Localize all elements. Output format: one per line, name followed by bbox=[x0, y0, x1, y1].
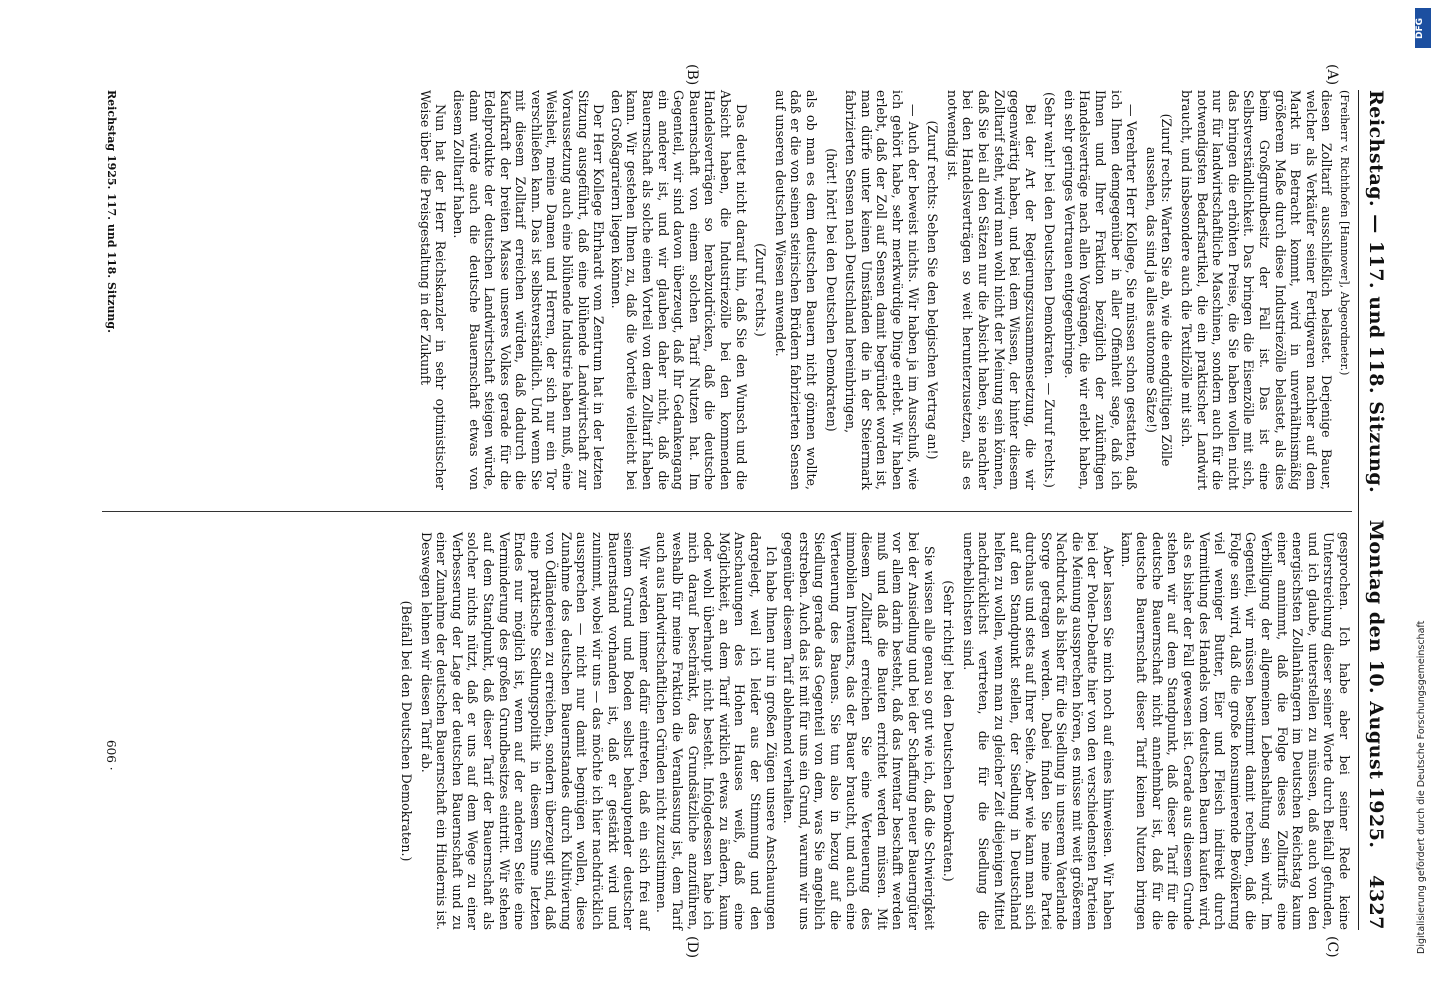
body-paragraph: Das deutet nicht darauf hin, daß Sie den Wunsch und die Absicht haben, die Industriezölle bei den kommenden Handelsverträgen so herabzudrücken, daß die deutsche Bauernschaft von einem solchen Tarif Nutzen hat. Im Gegenteil, wir sind davon überzeugt, daß Ihr Gedankengang ein anderer ist, und wir glauben daher nicht, daß die Bauernschaft als solche einen Vorteil von dem Zolltarif haben kann. Wir gestehen Ihnen zu, daß die Vorteile vielleicht bei den Großagrariern liegen können. bbox=[608, 90, 749, 490]
body-paragraph: Der Herr Kollege Ehrhardt vom Zentrum hat in der letzten Sitzung ausgeführt, daß eine blühende Landwirtschaft zur Voraussetzung auch eine blühende Industrie haben muß, eine Weisheit, meine Damen und Herren, der sich nur ein Tor verschließen kann. Das ist selbstverständlich. Und wenn Sie mit diesem Zolltarif erreichen würden, daß dadurch die Kaufkraft der breiten Masse unseres Volkes gerade für die Edelprodukte der deutschen Landwirtschaft steigen würde, dann würde auch die deutsche Bauernschaft etwas von diesem Zolltarif haben. bbox=[450, 90, 607, 490]
body-paragraph: — Auch der beweist nichts. Wir haben ja im Ausschuß, wie ich gehört habe, sehr merkwürdige Dinge erlebt. Wir haben erlebt, daß der Zoll auf Sensen damit begründet worden ist, man dürfe unter keinen Umständen die in der Steiermark fabrizierten Sensen nach Deutschland hereinbringen, bbox=[843, 90, 921, 490]
body-paragraph: (Freiherr v. Richthofen [Hannover], Abgeordneter.) bbox=[1338, 90, 1351, 376]
newspaper-page bbox=[100, 60, 1400, 960]
header-rule bbox=[1358, 90, 1359, 930]
margin-marker-a: (A) bbox=[1324, 64, 1340, 86]
interjection-paragraph: (Sehr richtig! bei den Deutschen Demokraten.) bbox=[941, 580, 957, 882]
page-footer: Reichstag 1925. 117. und 118. Sitzung. bbox=[105, 90, 118, 333]
dfg-logo: DFG bbox=[1415, 8, 1431, 48]
body-paragraph: Aber lassen Sie mich noch auf eines hinweisen. Wir haben bei der Polen-Debatte hier von den verschiedensten Parteien die Meinung aussprechen hören, es müsse mit weit größerem Nachdruck als bisher für die Siedlung in unserem Vaterlande Sorge getragen werden. Dabei finden Sie meine Partei durchaus und stets auf Ihrer Seite. Aber wie kann man sich auf den Standpunkt stellen, der Siedlung in Deutschland helfen zu wollen, wenn man zu gleicher Zeit diejenigen Mittel nachdrücklichst vertreten, die für die Siedlung die unerheblichsten sind. bbox=[960, 532, 1117, 930]
interjection-paragraph: (Zuruf rechts: Sehen Sie den belgischen Vertrag an!) bbox=[925, 120, 941, 460]
body-paragraph: als ob man es dem deutschen Bauern nicht gönnen wollte, daß er die von seinen steirischen Brüdern fabrizierten Sensen auf unseren deutschen Wiesen anwendet. bbox=[772, 90, 819, 490]
page-header bbox=[1362, 90, 1390, 930]
column-divider bbox=[102, 511, 1352, 512]
body-paragraph: diesen Zolltarif ausschließlich belastet. Derjenige Bauer, welcher als Verkäufer seiner Fertigwaren nachher auf dem Markt in Betracht kommt, wird in unverhältnismäßig größerem Maße durch diese Industriezölle belastet, als dies beim Großgrundbesitz der Fall ist. Das ist eine Selbstverständlichkeit. Das bringen die Eisenzölle mit sich, das bringen die erhöhten Preise, die Sie haben wollen nicht nur für landwirtschaftliche Maschinen, sondern auch für die notwendigsten Bedarfsartikel, die ein praktischer Landwirt braucht, und insbesondere auch die Textilzölle mit sich. bbox=[1179, 90, 1335, 490]
interjection-paragraph: (hört! hört! bei den Deutschen Demokraten) bbox=[823, 148, 839, 432]
left-text-column bbox=[415, 90, 1352, 490]
body-paragraph: Bei der Art der Regierungszusammensetzung, die wir gegenwärtig haben, und bei dem Wissen, der hinter diesem Zolltarif steht, wird man wohl nicht der Meinung sein können, daß Sie bei all den Sätzen nur die Absicht haben, sie nachher bei den Handelsverträgen so weit herunterzusetzen, als es notwendig ist. bbox=[944, 90, 1038, 490]
body-paragraph: gesprochen. Ich habe aber bei seiner Rede keine Unterstreichung dieser seiner Worte durch Beifall gefunden, und ich glaube, unterstellen zu müssen, daß auch von den energischsten Zollanhängern im Deutschen Reichstag kaum einer annimmt, daß die Folge dieses Zolltarifs eine Verbilligung der allgemeinen Lebenshaltung sein wird. Im Gegenteil, wir müssen bestimmt damit rechnen, daß die Folge sein wird, daß die große konsumierende Bevölkerung viel weniger Butter, Eier und Fleisch indirekt durch Vermittlung des Handels vom deutschen Bauern kaufen wird, als es bisher der Fall gewesen ist. Gerade aus diesem Grunde stehen wir auf dem Standpunkt, daß dieser Tarif für die deutsche Bauernschaft nicht annehmbar ist, daß für die deutsche Bauernschaft dieser Tarif keinen Nutzen bringen kann. bbox=[1118, 532, 1352, 930]
interjection-paragraph: (Zuruf rechts: Warten Sie ab, wie die endgültigen Zölle aussehen, das sind ja alles autonome Sätze!) bbox=[1143, 113, 1175, 467]
right-text-column bbox=[394, 532, 1352, 930]
page-signature-number: 606 · bbox=[104, 740, 118, 771]
interjection-paragraph: (Zuruf rechts.) bbox=[753, 243, 769, 337]
body-paragraph: Ich habe Ihnen nur in großen Zügen unsere Anschauungen dargelegt, weil ich leider aus der Stimmung und den Anschauungen des Hohen Hauses weiß, daß eine Möglichkeit, an dem Tarif wirklich etwas zu ändern, kaum oder wohl überhaupt nicht besteht. Infolgedessen habe ich mich darauf beschränkt, das Grundsätzliche anzuführen, weshalb für meine Fraktion die Veranlassung ist, dem Tarif auch aus landwirtschaftlichen Gründen nicht zuzustimmen. bbox=[654, 532, 779, 930]
margin-marker-c: (C) bbox=[1324, 936, 1340, 958]
interjection-paragraph: (Sehr wahr! bei den Deutschen Demokraten. — Zuruf rechts.) bbox=[1042, 92, 1058, 488]
margin-marker-b: (B) bbox=[684, 64, 700, 86]
header-session: Reichstag. — 117. und 118. Sitzung. bbox=[1365, 90, 1387, 494]
body-paragraph: Sie wissen alle genau so gut wie ich, daß die Schwierigkeit bei der Ansiedlung und bei der Schaffung neuer Bauerngüter vor allem darin besteht, daß das Inventar beschafft werden muß und daß die Bauten errichtet werden müssen. Mit diesem Zolltarif erreichen Sie eine Verteuerung des immobilen Inventars, das der Bauer braucht, und auch eine Verteuerung des Bauens. Sie tun also in bezug auf die Siedlung gerade das Gegenteil von dem, was Sie angeblich erstreben. Auch das ist mit für uns ein Grund, warum wir uns gegenüber diesem Tarif ablehnend verhalten. bbox=[781, 532, 937, 930]
header-page-number: 4327 bbox=[1365, 875, 1387, 930]
body-paragraph: Wir werden immer dafür eintreten, daß ein sich frei auf seinem Grund und Boden selbst behauptender deutscher Bauernstand vorhanden ist, daß er gestärkt wird und zunimmt, wobei wir uns — das möchte ich hier nachdrücklich aussprechen — nicht nur damit begnügen wollen, diese Zunahme des deutschen Bauernstandes durch Kultivierung von Ödländereien zu erreichen, sondern überzeugt sind, daß eine praktische Siedlungspolitik in diesem Sinne letzten Endes nur möglich ist, wenn auf der anderen Seite eine Verminderung des großen Grundbesitzes eintritt. Wir stehen auf dem Standpunkt, daß dieser Tarif der Bauernschaft als solcher nichts nützt, daß er uns auf dem Wege zu einer Verbesserung der Lage der deutschen Bauernschaft und zu einer Zunahme der deutschen Bauernschaft ein Hindernis ist. Deswegen lehnen wir diesen Tarif ab. bbox=[418, 532, 652, 930]
dfg-funding-note: Digitalisierung gefördert durch die Deutsche Forschungsgemeinschaft bbox=[1416, 620, 1427, 954]
interjection-paragraph: (Beifall bei den Deutschen Demokraten.) bbox=[398, 600, 414, 862]
dfg-side-strip bbox=[1414, 6, 1432, 996]
body-paragraph: Nun hat der Herr Reichskanzler in sehr optimistischer Weise über die Preisgestaltung in der Zukunft bbox=[417, 90, 449, 490]
margin-marker-d: (D) bbox=[684, 936, 700, 959]
body-paragraph: — Verehrter Herr Kollege, Sie müssen schon gestatten, daß ich Ihnen demgegenüber in aller Offenheit sage, daß ich Ihnen und Ihrer Fraktion bezüglich der zukünftigen Handelsverträge nach allen Vorgängen, die wir erlebt haben, ein sehr geringes Vertrauen entgegenbringe. bbox=[1061, 90, 1140, 490]
header-date: Montag den 10. August 1925. bbox=[1365, 519, 1387, 849]
